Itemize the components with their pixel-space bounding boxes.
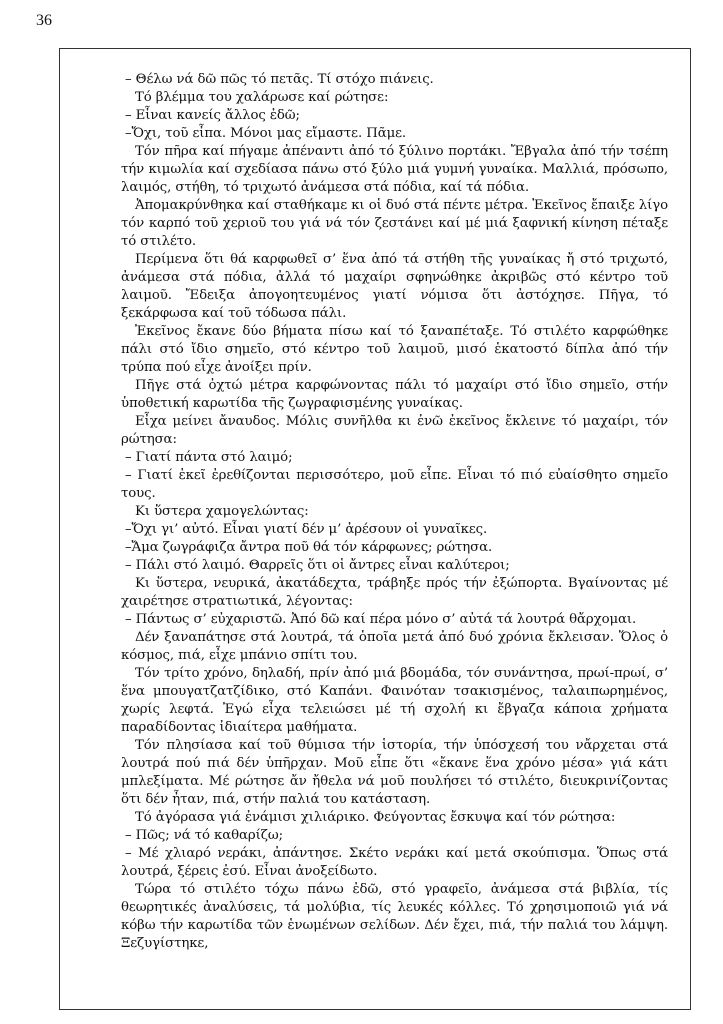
page-number: 36 [36, 12, 52, 29]
paragraph: Περίμενα ὅτι θά καρφωθεῖ σ’ ἕνα ἀπό τά στήθη τῆς γυναίκας ἤ στό τριχωτό, ἀνάμεσα στά πόδια, ἀλλά τό μαχαίρι σφηνώθηκε ἀκριβῶς στό κέντρο τοῦ λαιμοῦ. Ἔδειξα ἀπογοητευμένος γιατί νόμισα ὅτι ἀστόχησε. Πῆγα, τό ξεκάρφωσα καί τοῦ τόδωσα πάλι. [121, 252, 668, 321]
paragraph: Τόν πλησίασα καί τοῦ θύμισα τήν ἱστορία, τήν ὑπόσχεσή του νἄρχεται στά λουτρά πού πιά δέν ὑπῆρχαν. Μοῦ εἶπε ὅτι «ἔκανε ἕνα χρόνο μέσα» γιά κάτι μπλεξίματα. Μέ ρώτησε ἄν ἤθελα νά μοῦ πουλήσει τό στιλέτο, διευκρινίζοντας ὅτι δέν ἦταν, πιά, στήν παλιά του κατάσταση. [121, 738, 668, 807]
paragraph: Πῆγε στά ὀχτώ μέτρα καρφώνοντας πάλι τό μαχαίρι στό ἴδιο σημεῖο, στήν ὑποθετική καρωτίδα τῆς ζωγραφισμένης γυναίκας. [121, 378, 668, 411]
paragraph: Τόν πῆρα καί πήγαμε ἀπέναντι ἀπό τό ξύλινο πορτάκι. Ἔβγαλα ἀπό τήν τσέπη τήν κιμωλία καί σχεδίασα πάνω στό ξύλο μιά γυμνή γυναίκα. Μαλλιά, πρόσωπο, λαιμός, στήθη, τό τριχωτό ἀνάμεσα στά πόδια, καί τά πόδια. [121, 144, 668, 195]
paragraph: Ἐκεῖνος ἔκανε δύο βήματα πίσω καί τό ξαναπέταξε. Τό στιλέτο καρφώθηκε πάλι στό ἴδιο σημεῖο, στό κέντρο τοῦ λαιμοῦ, μισό ἑκατοστό δίπλα ἀπό τήν τρύπα πού εἶχε ἀνοίξει πρίν. [121, 324, 668, 375]
body-text [121, 71, 668, 953]
paragraph: – Πάλι στό λαιμό. Θαρρεῖς ὅτι οἱ ἄντρες εἶναι καλύτεροι; [125, 558, 510, 573]
paragraph: Εἶχα μείνει ἄναυδος. Μόλις συνῆλθα κι ἐνῶ ἐκεῖνος ἔκλεινε τό μαχαίρι, τόν ρώτησα: [121, 414, 668, 447]
paragraph: Ἀπομακρύνθηκα καί σταθήκαμε κι οἱ δυό στά πέντε μέτρα. Ἐκεῖνος ἔπαιξε λίγο τόν καρπό τοῦ χεριοῦ του γιά νά τόν ζεστάνει καί μέ μιά ξαφνική κίνηση πέταξε τό στιλέτο. [121, 198, 668, 249]
paragraph: – Μέ χλιαρό νεράκι, ἀπάντησε. Σκέτο νεράκι καί μετά σκούπισμα. Ὅπως στά λουτρά, ξέρεις ἐσύ. Εἶναι ἀνοξείδωτο. [121, 846, 668, 879]
paragraph: – Πάντως σ’ εὐχαριστῶ. Ἀπό δῶ καί πέρα μόνο σ’ αὐτά τά λουτρά θἄρχομαι. [125, 612, 637, 627]
paragraph: Τό ἀγόρασα γιά ἐνάμισι χιλιάρικο. Φεύγοντας ἔσκυψα καί τόν ρώτησα: [135, 810, 616, 825]
paragraph: Τώρα τό στιλέτο τόχω πάνω ἐδῶ, στό γραφεῖο, ἀνάμεσα στά βιβλία, τίς θεωρητικές ἀναλύσεις, τά μολύβια, τίς λευκές κόλλες. Τό χρησιμοποιῶ γιά νά κόβω τήν καρωτίδα τῶν ἑνωμένων σελίδων. Δέν ἔχει, πιά, τήν παλιά του λάμψη. Ξεζυγίστηκε, [121, 882, 668, 951]
paragraph: –Ὄχι γι’ αὐτό. Εἶναι γιατί δέν μ’ ἀρέσουν οἱ γυναῖκες. [125, 522, 488, 537]
paragraph: – Εἶναι κανείς ἄλλος ἐδῶ; [125, 108, 300, 123]
paragraph: Κι ὕστερα, νευρικά, ἀκατάδεχτα, τράβηξε πρός τήν ἐξώπορτα. Βγαίνοντας μέ χαιρέτησε στρατιωτικά, λέγοντας: [121, 576, 668, 609]
paragraph: – Θέλω νά δῶ πῶς τό πετᾶς. Τί στόχο πιάνεις. [125, 72, 434, 87]
paragraph: – Πῶς; νά τό καθαρίζω; [125, 828, 283, 843]
paragraph: – Γιατί πάντα στό λαιμό; [125, 450, 293, 465]
paragraph: Κι ὕστερα χαμογελώντας: [135, 504, 309, 519]
paragraph: Δέν ξαναπάτησε στά λουτρά, τά ὁποῖα μετά ἀπό δυό χρόνια ἔκλεισαν. Ὅλος ὁ κόσμος, πιά, εἶχε μπάνιο σπίτι του. [121, 630, 668, 663]
paragraph: Τό βλέμμα του χαλάρωσε καί ρώτησε: [135, 90, 389, 105]
paragraph: –Ἄμα ζωγράφιζα ἄντρα ποῦ θά τόν κάρφωνες; ρώτησα. [125, 540, 493, 555]
paragraph: Τόν τρίτο χρόνο, δηλαδή, πρίν ἀπό μιά βδομάδα, τόν συνάντησα, πρωί-πρωί, σ’ ἕνα μπουγατζατζίδικο, στό Καπάνι. Φαινόταν τσακισμένος, ταλαιπωρημένος, χωρίς λεφτά. Ἐγώ εἶχα τελειώσει μέ τή σχολή κι ἔβγαζα κάποια χρήματα παραδίδοντας ἰδιαίτερα μαθήματα. [121, 666, 668, 735]
paragraph: – Γιατί ἐκεῖ ἐρεθίζονται περισσότερο, μοῦ εἶπε. Εἶναι τό πιό εὐαίσθητο σημεῖο τους. [121, 468, 668, 501]
paragraph: –Ὄχι, τοῦ εἶπα. Μόνοι μας εἴμαστε. Πᾶμε. [125, 126, 407, 141]
